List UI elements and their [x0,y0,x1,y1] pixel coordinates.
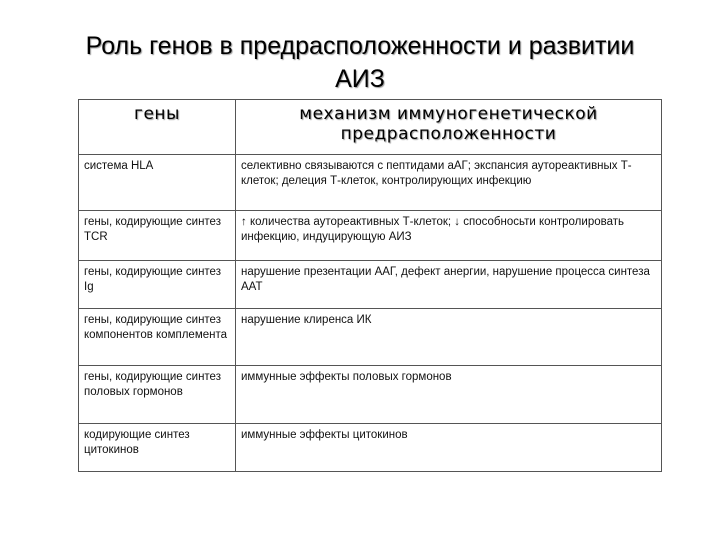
mechanism-cell: иммунные эффекты цитокинов [236,424,662,472]
gene-cell: гены, кодирующие синтез TCR [79,211,236,261]
mechanism-cell: ↑ количества аутореактивных Т-клеток; ↓ способносьти контролировать инфекцию, индуцирующую АИЗ [236,211,662,261]
table-row [79,309,662,366]
slide-title-line-2: АИЗ [335,65,385,93]
slide-title [0,30,720,96]
gene-cell: система HLA [79,155,236,211]
table-row [79,366,662,424]
gene-cell: гены, кодирующие синтез компонентов комплемента [79,309,236,366]
gene-cell: гены, кодирующие синтез половых гормонов [79,366,236,424]
table-row [79,424,662,472]
table-row [79,211,662,261]
header-genes: гены [79,100,236,155]
mechanism-cell: иммунные эффекты половых гормонов [236,366,662,424]
gene-cell: гены, кодирующие синтез Ig [79,261,236,309]
genes-table [78,99,662,472]
mechanism-cell: нарушение презентации ААГ, дефект анергии, нарушение процесса синтеза ААТ [236,261,662,309]
table-row [79,155,662,211]
mechanism-cell: селективно связываются с пептидами аАГ; экспансия аутореактивных Т-клеток; делеция Т-клеток, контролирующих инфекцию [236,155,662,211]
mechanism-cell: нарушение клиренса ИК [236,309,662,366]
table-header-row [79,100,662,155]
table-row [79,261,662,309]
slide-title-line-1: Роль генов в предрасположенности и развитии [85,32,635,60]
header-mechanism: механизм иммуногенетической предрасположенности [236,100,662,155]
gene-cell: кодирующие синтез цитокинов [79,424,236,472]
